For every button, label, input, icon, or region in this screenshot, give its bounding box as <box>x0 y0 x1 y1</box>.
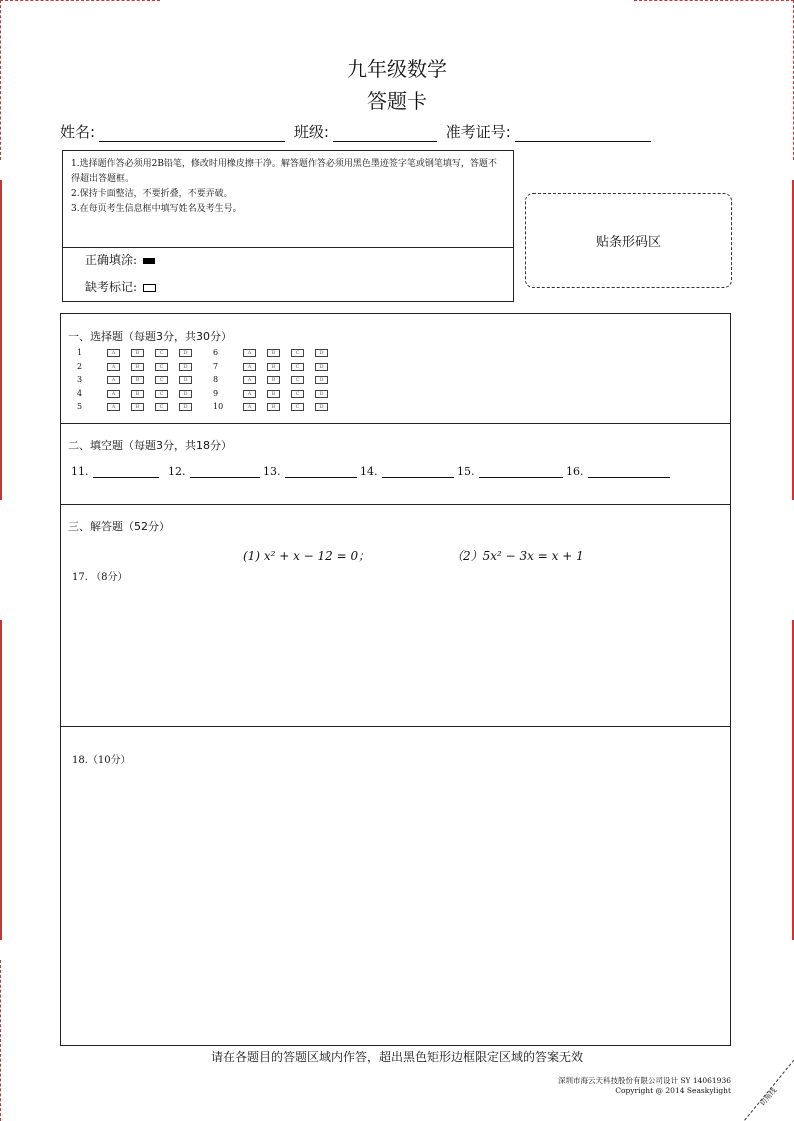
instruction-line: 1.选择题作答必须用2B铅笔，修改时用橡皮擦干净。解答题作答必须用黑色墨迹签字笔或钢笔填写，答题不 <box>71 159 497 169</box>
mc-question-number: 2 <box>77 361 83 371</box>
mc-option-bubble[interactable]: D <box>179 349 192 357</box>
mc-option-bubble[interactable]: A <box>107 349 120 357</box>
mc-option-bubble[interactable]: D <box>179 390 192 398</box>
mc-question-number: 9 <box>213 388 219 398</box>
mc-option-bubble[interactable]: A <box>243 376 256 384</box>
crop-mark-top-right <box>634 0 794 1</box>
mc-option-bubble[interactable]: A <box>107 376 120 384</box>
section-title: 三、解答题（52分） <box>68 520 170 533</box>
name-field[interactable] <box>99 125 285 142</box>
mc-question-row <box>77 402 203 411</box>
fill-blank-section <box>60 423 731 505</box>
mc-option-bubble[interactable]: B <box>267 390 280 398</box>
multiple-choice-section <box>60 313 731 424</box>
mc-option-bubble[interactable]: A <box>243 390 256 398</box>
equation-2: （2）5x² − 3x = x + 1 <box>451 549 584 563</box>
filled-mark-icon <box>143 258 155 264</box>
absent-mark-row <box>85 278 156 295</box>
mc-question-number: 5 <box>77 402 83 411</box>
mc-option-bubble[interactable]: D <box>315 363 328 371</box>
page-title: 答题卡 <box>367 89 427 113</box>
mc-question-number: 3 <box>77 375 83 384</box>
mc-option-bubble[interactable]: D <box>315 403 328 411</box>
mc-option-bubble[interactable]: C <box>155 363 168 371</box>
blank-number: 12. <box>168 465 186 478</box>
absent-checkbox[interactable] <box>143 284 156 292</box>
blank-field[interactable] <box>382 465 454 478</box>
instructions-box <box>62 150 514 248</box>
name-label: 姓名: <box>60 123 96 141</box>
blank-field[interactable] <box>479 465 563 478</box>
instruction-line: 2.保持卡面整洁，不要折叠，不要弄破。 <box>71 189 233 199</box>
blank-field[interactable] <box>93 465 159 478</box>
correct-fill-label: 正确填涂: <box>85 253 138 267</box>
margin-line-left <box>0 180 2 500</box>
section-title: 二、填空题（每题3分，共18分） <box>68 439 232 452</box>
mc-question-number: 10 <box>213 402 224 411</box>
footer-warning: 请在各题目的答题区域内作答，超出黑色矩形边框限定区域的答案无效 <box>210 1050 583 1064</box>
instruction-line: 3.在每页考生信息框中填写姓名及考生号。 <box>71 204 242 214</box>
absent-mark-label: 缺考标记: <box>85 280 138 294</box>
blank-number: 14. <box>360 465 378 478</box>
blank-number: 11. <box>71 465 89 478</box>
mc-option-bubble[interactable]: B <box>267 363 280 371</box>
exam-id-label: 准考证号: <box>445 123 511 141</box>
problem-section-17[interactable] <box>60 504 731 727</box>
mc-option-bubble[interactable]: D <box>179 403 192 411</box>
mc-question-row <box>77 375 203 384</box>
mc-question-row <box>213 348 339 357</box>
mc-option-bubble[interactable]: D <box>179 363 192 371</box>
mc-option-bubble[interactable]: C <box>155 349 168 357</box>
question-18-label: 18.（10分） <box>72 755 131 766</box>
mc-option-bubble[interactable]: C <box>291 363 304 371</box>
fill-example-box <box>62 247 514 302</box>
mc-question-row <box>77 389 203 398</box>
mc-option-bubble[interactable]: A <box>243 363 256 371</box>
barcode-area <box>525 193 732 288</box>
blank-field[interactable] <box>285 465 357 478</box>
mc-question-number: 1 <box>77 348 83 357</box>
student-info-row <box>60 121 655 142</box>
crop-mark-left-bottom <box>0 960 1 1121</box>
mc-question-number: 8 <box>213 375 219 384</box>
question-17-label: 17. （8分） <box>72 572 128 583</box>
mc-option-bubble[interactable]: B <box>267 376 280 384</box>
mc-option-bubble[interactable]: C <box>155 390 168 398</box>
blank-number: 15. <box>457 465 475 478</box>
mc-option-bubble[interactable]: D <box>315 349 328 357</box>
mc-option-bubble[interactable]: C <box>155 403 168 411</box>
mc-option-bubble[interactable]: A <box>243 349 256 357</box>
mc-option-bubble[interactable]: B <box>131 376 144 384</box>
class-label: 班级: <box>293 123 329 141</box>
mc-option-bubble[interactable]: B <box>267 349 280 357</box>
subject-title: 九年级数学 <box>347 57 447 81</box>
mc-question-row <box>77 362 203 371</box>
mc-option-bubble[interactable]: B <box>131 403 144 411</box>
crop-mark-top-left <box>0 0 160 1</box>
blank-field[interactable] <box>588 465 670 478</box>
mc-option-bubble[interactable]: D <box>179 376 192 384</box>
blank-number: 16. <box>566 465 584 478</box>
mc-question-number: 6 <box>213 348 219 357</box>
equation-1: (1) x² + x − 12 = 0； <box>243 549 371 563</box>
mc-option-bubble[interactable]: B <box>131 363 144 371</box>
correct-fill-row <box>85 251 155 268</box>
cut-corner-label: 切角线 <box>758 1086 779 1108</box>
mc-option-bubble[interactable]: B <box>131 349 144 357</box>
blank-field[interactable] <box>190 465 260 478</box>
mc-option-bubble[interactable]: D <box>315 376 328 384</box>
mc-question-row <box>213 389 339 398</box>
mc-option-bubble[interactable]: B <box>131 390 144 398</box>
mc-option-bubble[interactable]: A <box>107 363 120 371</box>
section-title: 一、选择题（每题3分，共30分） <box>68 330 232 343</box>
credit-line-2: Copyright @ 2014 Seaskylight <box>615 1086 731 1095</box>
mc-question-row <box>77 348 203 357</box>
mc-option-bubble[interactable]: B <box>267 403 280 411</box>
mc-option-bubble[interactable]: A <box>243 403 256 411</box>
mc-option-bubble[interactable]: A <box>107 403 120 411</box>
exam-id-field[interactable] <box>515 125 651 142</box>
mc-option-bubble[interactable]: D <box>315 390 328 398</box>
mc-option-bubble[interactable]: C <box>291 349 304 357</box>
class-field[interactable] <box>333 125 437 142</box>
mc-option-bubble[interactable]: C <box>155 376 168 384</box>
mc-option-bubble[interactable]: C <box>291 403 304 411</box>
mc-question-number: 4 <box>77 388 83 398</box>
mc-option-bubble[interactable]: C <box>291 376 304 384</box>
barcode-label: 贴条形码区 <box>595 235 661 250</box>
margin-line-left-2 <box>0 620 2 940</box>
instruction-line: 得超出答题框。 <box>71 174 135 184</box>
mc-question-row <box>213 375 339 384</box>
credit-line-1: 深圳市海云天科技股份有限公司设计 SY 14061936 <box>557 1076 731 1085</box>
mc-question-row <box>213 362 339 371</box>
blank-number: 13. <box>263 465 281 478</box>
problem-section-18[interactable] <box>60 726 731 1046</box>
fill-blank-row <box>71 465 670 478</box>
mc-option-bubble[interactable]: C <box>291 390 304 398</box>
mc-question-number: 7 <box>213 361 219 371</box>
mc-question-row <box>213 402 339 411</box>
mc-option-bubble[interactable]: A <box>107 390 120 398</box>
